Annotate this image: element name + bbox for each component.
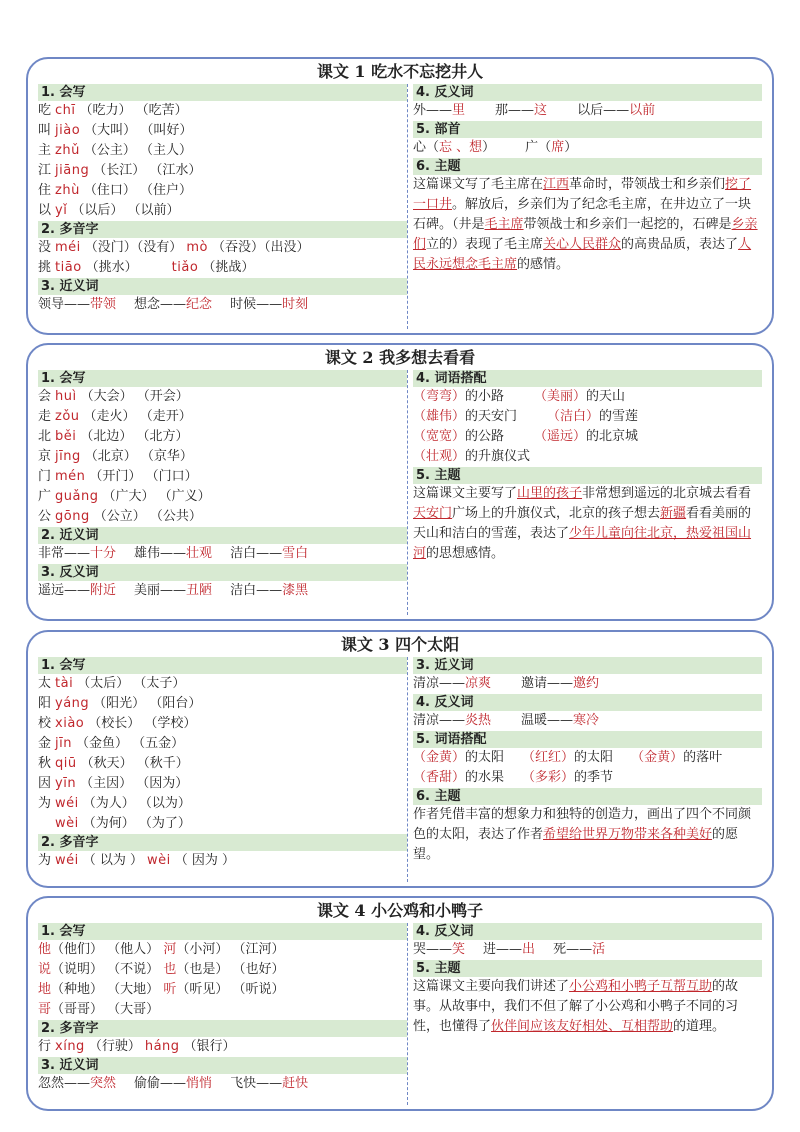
section-heading: 6. 主题 xyxy=(413,788,762,805)
synonym-row: 非常——十分 雄伟——壮观 洁白——雪白 xyxy=(38,546,309,561)
word-row: 说（说明） （不说） 也（也是） （也好） xyxy=(38,962,285,977)
word-row: 校 xiào （校长） （学校） xyxy=(38,716,197,731)
word-row: wèi （为何） （为了） xyxy=(55,816,191,831)
word-row: 主 zhǔ （公主） （主人） xyxy=(38,143,192,158)
collocation-row: （雄伟）的天安门 （洁白）的雪莲 xyxy=(413,409,639,424)
word-row: 哥（哥哥） （大哥） xyxy=(38,1002,160,1017)
word-row: 会 huì （大会） （开会） xyxy=(38,389,189,404)
section-heading: 4. 反义词 xyxy=(413,923,762,940)
section-heading: 1. 会写 xyxy=(38,370,407,387)
section-heading: 4. 反义词 xyxy=(413,84,762,101)
section-heading: 6. 主题 xyxy=(413,158,762,175)
section-heading: 2. 多音字 xyxy=(38,221,407,238)
section-heading: 3. 近义词 xyxy=(38,1057,407,1074)
polyphone-row: 为 wéi （ 以为 ） wèi （ 因为 ） xyxy=(38,853,236,868)
word-row: 江 jiāng （长江） （江水） xyxy=(38,163,202,178)
section-heading: 2. 近义词 xyxy=(38,527,407,544)
lesson-1-right xyxy=(408,84,762,329)
collocation-row: （香甜）的水果 （多彩）的季节 xyxy=(413,770,614,785)
lesson-4-right xyxy=(408,923,762,1105)
section-heading: 1. 会写 xyxy=(38,657,407,674)
section-heading: 2. 多音字 xyxy=(38,1020,407,1037)
antonym-row: 哭——笑 进——出 死——活 xyxy=(413,942,606,957)
word-row: 为 wéi （为人） （以为） xyxy=(38,796,191,811)
section-heading: 5. 词语搭配 xyxy=(413,731,762,748)
word-row: 秋 qiū （秋天） （秋千） xyxy=(38,756,189,771)
lesson-1-card xyxy=(26,57,774,335)
lesson-3-left xyxy=(38,657,408,882)
word-row: 金 jīn （金鱼） （五金） xyxy=(38,736,185,751)
word-row: 北 běi （北边） （北方） xyxy=(38,429,189,444)
section-heading: 1. 会写 xyxy=(38,923,407,940)
theme-paragraph: 作者凭借丰富的想象力和独特的创造力，画出了四个不同颜色的太阳，表达了作者希望给世界万物带来各种美好的愿望。 xyxy=(413,807,752,862)
word-row: 京 jīng （北京） （京华） xyxy=(38,449,193,464)
synonym-row: 清凉——凉爽 邀请——邀约 xyxy=(413,676,600,691)
antonym-row: 遥远——附近 美丽——丑陋 洁白——漆黑 xyxy=(38,583,309,598)
synonym-row: 领导——带领 想念——纪念 时候——时刻 xyxy=(38,297,309,312)
synonym-row: 忽然——突然 偷偷——悄悄 飞快——赶快 xyxy=(38,1076,309,1091)
word-row: 广 guǎng （广大） （广义） xyxy=(38,489,211,504)
lesson-4-title: 课文 4 小公鸡和小鸭子 xyxy=(316,901,484,920)
lesson-1-left xyxy=(38,84,408,329)
lesson-3-card xyxy=(26,630,774,888)
word-row: 太 tài （太后） （太子） xyxy=(38,676,186,691)
section-heading: 5. 部首 xyxy=(413,121,762,138)
section-heading: 3. 近义词 xyxy=(38,278,407,295)
collocation-row: （金黄）的太阳 （红红）的太阳 （金黄）的落叶 xyxy=(413,750,723,765)
theme-paragraph: 这篇课文主要向我们讲述了小公鸡和小鸭子互帮互助的故事。从故事中，我们不但了解了小公鸡和小鸭子不同的习性，也懂得了伙伴间应该友好相处、互相帮助的道理。 xyxy=(413,979,739,1034)
section-heading: 5. 主题 xyxy=(413,960,762,977)
lesson-2-right xyxy=(408,370,762,615)
lesson-2-card xyxy=(26,343,774,621)
word-row: 住 zhù （住口） （住户） xyxy=(38,183,192,198)
section-heading: 2. 多音字 xyxy=(38,834,407,851)
word-row: 以 yǐ （以后） （以前） xyxy=(38,203,180,218)
word-row: 阳 yáng （阳光） （阳台） xyxy=(38,696,202,711)
polyphone-row: 挑 tiāo （挑水） tiǎo （挑战） xyxy=(38,260,255,275)
collocation-row: （壮观）的升旗仪式 xyxy=(413,449,531,464)
collocation-row: （宽宽）的公路 （遥远）的北京城 xyxy=(413,429,639,444)
word-row: 因 yīn （主因） （因为） xyxy=(38,776,189,791)
section-heading: 4. 词语搭配 xyxy=(413,370,762,387)
polyphone-row: 行 xíng （行驶） háng （银行） xyxy=(38,1039,236,1054)
section-heading: 1. 会写 xyxy=(38,84,407,101)
lesson-4-left xyxy=(38,923,408,1105)
theme-paragraph: 这篇课文写了毛主席在江西革命时，带领战士和乡亲们挖了一口井。解放后，乡亲们为了纪念毛主席，在井边立了一块石碑。（井是毛主席带领战士和乡亲们一起挖的，石碑是乡亲们立的）表现了毛主席关心人民群众的高贵品质，表达了人民永远想念毛主席的感情。 xyxy=(413,177,758,272)
word-row: 叫 jiào （大叫） （叫好） xyxy=(38,123,193,138)
word-row: 吃 chī （吃力） （吃苦） xyxy=(38,103,188,118)
section-heading: 5. 主题 xyxy=(413,467,762,484)
lesson-2-title: 课文 2 我多想去看看 xyxy=(324,348,476,367)
polyphone-row: 没 méi （没门）（没有） mò （吞没）（出没） xyxy=(38,240,310,255)
collocation-row: （弯弯）的小路 （美丽）的天山 xyxy=(413,389,626,404)
lesson-3-title: 课文 3 四个太阳 xyxy=(340,635,460,654)
lesson-3-right xyxy=(408,657,762,882)
word-row: 公 gōng （公立） （公共） xyxy=(38,509,202,524)
word-row: 地（种地） （大地） 听（听见） （听说） xyxy=(38,982,285,997)
section-heading: 3. 反义词 xyxy=(38,564,407,581)
antonym-row: 外——里 那——这 以后——以前 xyxy=(413,103,656,118)
radical-row: 心（忘 、想） 广（席） xyxy=(413,140,578,155)
word-row: 走 zǒu （走火） （走开） xyxy=(38,409,192,424)
word-row: 他（他们） （他人） 河（小河） （江河） xyxy=(38,942,285,957)
lesson-4-card xyxy=(26,896,774,1111)
word-row: 门 mén （开门） （门口） xyxy=(38,469,198,484)
lesson-2-left xyxy=(38,370,408,615)
theme-paragraph: 这篇课文主要写了山里的孩子非常想到遥远的北京城去看看天安门广场上的升旗仪式，北京的孩子想去新疆看看美丽的天山和洁白的雪莲，表达了少年儿童向往北京，热爱祖国山河的思想感情。 xyxy=(413,486,752,561)
lesson-1-title: 课文 1 吃水不忘挖井人 xyxy=(316,62,484,81)
section-heading: 3. 近义词 xyxy=(413,657,762,674)
antonym-row: 清凉——炎热 温暖——寒冷 xyxy=(413,713,600,728)
section-heading: 4. 反义词 xyxy=(413,694,762,711)
